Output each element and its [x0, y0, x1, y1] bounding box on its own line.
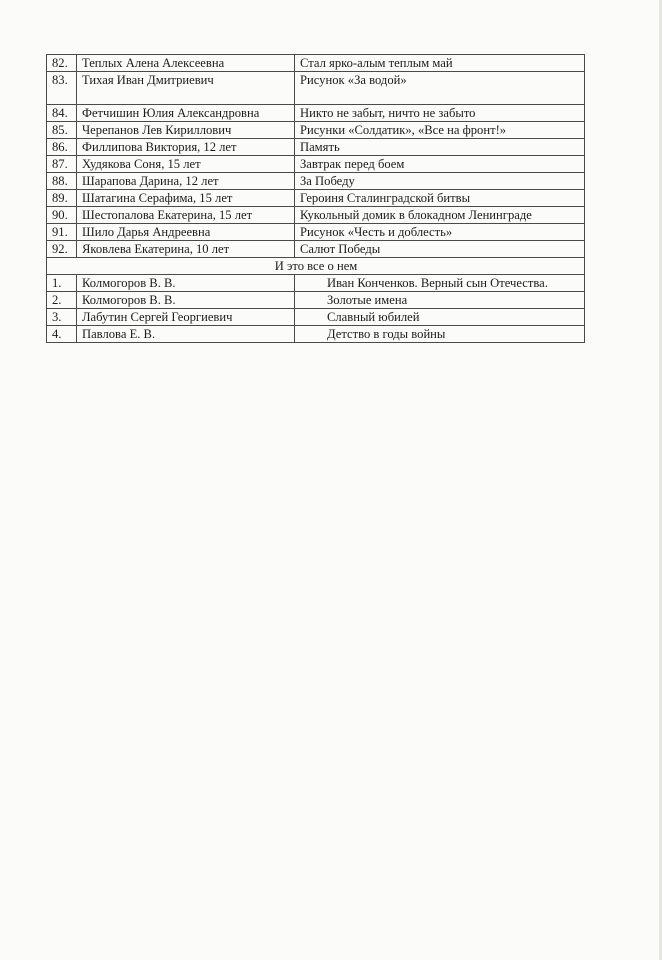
author-name: Колмогоров В. В. — [77, 275, 295, 292]
row-number: 91. — [47, 224, 77, 241]
participant-name: Теплых Алена Алексеевна — [77, 55, 295, 72]
work-title: Кукольный домик в блокадном Ленинграде — [295, 207, 585, 224]
table-row — [47, 326, 585, 343]
work-title: Иван Конченков. Верный сын Отечества. — [295, 275, 585, 292]
participant-name: Худякова Соня, 15 лет — [77, 156, 295, 173]
author-name: Павлова Е. В. — [77, 326, 295, 343]
table-row — [47, 156, 585, 173]
row-number: 90. — [47, 207, 77, 224]
section-header-row — [47, 258, 585, 275]
work-title: Детство в годы войны — [295, 326, 585, 343]
document-table — [46, 54, 585, 343]
participant-name: Шестопалова Екатерина, 15 лет — [77, 207, 295, 224]
table-row — [47, 72, 585, 105]
row-number: 1. — [47, 275, 77, 292]
participant-name: Черепанов Лев Кириллович — [77, 122, 295, 139]
table-row — [47, 55, 585, 72]
row-number: 86. — [47, 139, 77, 156]
work-title: Память — [295, 139, 585, 156]
table-row — [47, 173, 585, 190]
table-row — [47, 190, 585, 207]
participant-name: Яковлева Екатерина, 10 лет — [77, 241, 295, 258]
row-number: 84. — [47, 105, 77, 122]
participant-name: Шатагина Серафима, 15 лет — [77, 190, 295, 207]
author-name: Лабутин Сергей Георгиевич — [77, 309, 295, 326]
table-row — [47, 275, 585, 292]
section-title: И это все о нем — [47, 258, 585, 275]
work-title: Завтрак перед боем — [295, 156, 585, 173]
work-title: Рисунок «Честь и доблесть» — [295, 224, 585, 241]
table-row — [47, 105, 585, 122]
table-row — [47, 224, 585, 241]
work-title: Золотые имена — [295, 292, 585, 309]
participant-name: Шило Дарья Андреевна — [77, 224, 295, 241]
row-number: 88. — [47, 173, 77, 190]
work-title: Славный юбилей — [295, 309, 585, 326]
table-row — [47, 292, 585, 309]
work-title: Никто не забыт, ничто не забыто — [295, 105, 585, 122]
row-number: 85. — [47, 122, 77, 139]
work-title: Салют Победы — [295, 241, 585, 258]
row-number: 92. — [47, 241, 77, 258]
row-number: 2. — [47, 292, 77, 309]
participant-name: Филлипова Виктория, 12 лет — [77, 139, 295, 156]
work-title: Героиня Сталинградской битвы — [295, 190, 585, 207]
row-number: 4. — [47, 326, 77, 343]
participant-name: Тихая Иван Дмитриевич — [77, 72, 295, 105]
row-number: 89. — [47, 190, 77, 207]
participant-name: Шарапова Дарина, 12 лет — [77, 173, 295, 190]
participant-name: Фетчишин Юлия Александровна — [77, 105, 295, 122]
row-number: 83. — [47, 72, 77, 105]
table-row — [47, 207, 585, 224]
table-row — [47, 122, 585, 139]
work-title: За Победу — [295, 173, 585, 190]
table-row — [47, 241, 585, 258]
author-name: Колмогоров В. В. — [77, 292, 295, 309]
table-row — [47, 309, 585, 326]
table-row — [47, 139, 585, 156]
row-number: 87. — [47, 156, 77, 173]
work-title: Рисунок «За водой» — [295, 72, 585, 105]
row-number: 82. — [47, 55, 77, 72]
work-title: Рисунки «Солдатик», «Все на фронт!» — [295, 122, 585, 139]
row-number: 3. — [47, 309, 77, 326]
work-title: Стал ярко-алым теплым май — [295, 55, 585, 72]
